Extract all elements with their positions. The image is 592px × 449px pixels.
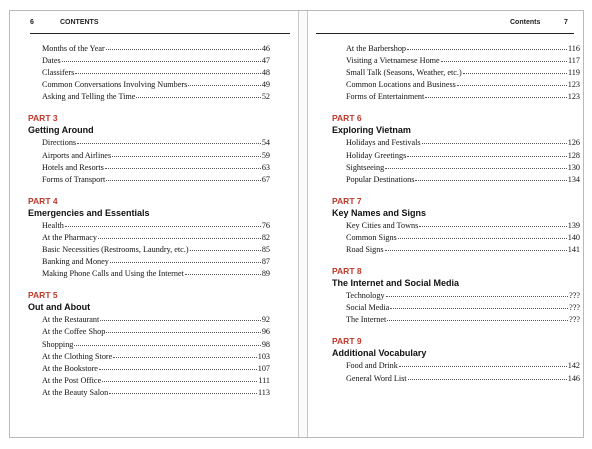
toc-entry <box>42 375 270 387</box>
toc-entry-title: Basic Necessities (Restrooms, Laundry, etc.) <box>42 245 189 255</box>
toc-entry-page: 49 <box>261 80 270 90</box>
toc-entry-page: ??? <box>569 303 580 313</box>
dot-leader <box>99 369 257 370</box>
toc-entry-page: ??? <box>569 291 580 301</box>
toc-entry <box>346 137 580 149</box>
dot-leader <box>425 97 566 98</box>
toc-entry-page: 54 <box>261 138 270 148</box>
toc-entry-page: 89 <box>261 269 270 279</box>
toc-entry-page: 76 <box>261 220 270 230</box>
dot-leader <box>398 238 567 239</box>
toc-part-section <box>332 196 580 256</box>
dot-leader <box>136 97 260 98</box>
dot-leader <box>110 262 261 263</box>
toc-entry <box>42 162 270 174</box>
toc-entry-title: At the Restaurant <box>42 315 100 325</box>
toc-entry <box>346 91 580 103</box>
dot-leader <box>188 85 260 86</box>
dot-leader <box>98 238 261 239</box>
toc-entry-title: Shopping <box>42 339 74 349</box>
toc-entry-page: 140 <box>567 232 580 242</box>
toc-entry-title: At the Beauty Salon <box>42 387 109 397</box>
toc-entry-page: 47 <box>261 56 270 66</box>
toc-entry-title: Directions <box>42 138 77 148</box>
toc-part-section <box>332 336 580 384</box>
toc-entry-page: 52 <box>261 92 270 102</box>
toc-entry-title: At the Bookstore <box>42 363 98 373</box>
toc-entry-page: 128 <box>567 150 580 160</box>
toc-entry-title: Common Signs <box>346 232 397 242</box>
running-header-title: Contents <box>510 19 541 26</box>
toc-entry-page: 92 <box>261 315 270 325</box>
toc-entry-title: At the Post Office <box>42 375 102 385</box>
dot-leader <box>102 381 257 382</box>
toc-entry-title: Health <box>42 220 64 230</box>
toc-entry-title: Months of the Year <box>42 44 105 53</box>
toc-part-section <box>28 290 270 399</box>
toc-entry-title: Small Talk (Seasons, Weather, etc.) <box>346 68 462 78</box>
toc-entry <box>42 232 270 244</box>
dot-leader <box>106 49 261 50</box>
part-label: PART 3 <box>28 113 58 124</box>
toc-entry-page: 141 <box>567 245 580 255</box>
toc-entry <box>42 363 270 375</box>
dot-leader <box>74 345 260 346</box>
toc-entry-page: 85 <box>261 245 270 255</box>
dot-leader <box>422 143 567 144</box>
toc-entry <box>346 150 580 162</box>
page-number: 7 <box>564 19 568 26</box>
dot-leader <box>190 250 261 251</box>
dot-leader <box>441 61 567 62</box>
toc-entry-title: Visiting a Vietnamese Home <box>346 56 440 66</box>
toc-part-section <box>28 196 270 280</box>
toc-entry-page: 119 <box>568 68 580 78</box>
toc-entry-page: 82 <box>261 232 270 242</box>
toc-entry <box>42 55 270 67</box>
toc-entry-page: 116 <box>568 44 580 53</box>
toc-entry <box>346 43 580 55</box>
dot-leader <box>457 85 567 86</box>
toc-entry-title: Banking and Money <box>42 257 109 267</box>
toc-entry-page: 96 <box>261 327 270 337</box>
toc-entry-title: Dates <box>42 56 61 66</box>
dot-leader <box>407 156 566 157</box>
toc-entry-page: 113 <box>258 387 270 397</box>
toc-entry <box>346 174 580 186</box>
toc-entry-title: At the Clothing Store <box>42 351 113 361</box>
dot-leader <box>77 143 261 144</box>
toc-entry-title: Holidays and Festivals <box>346 138 421 148</box>
toc-continued-section <box>332 43 580 103</box>
toc-entry <box>42 244 270 256</box>
dot-leader <box>113 357 256 358</box>
toc-entry-title: Social Media <box>346 303 390 313</box>
toc-part-section <box>332 113 580 185</box>
toc-entry-title: Popular Destinations <box>346 174 415 184</box>
toc-entry-page: 123 <box>567 92 580 102</box>
toc-entry-page: 117 <box>568 56 580 66</box>
toc-entry <box>42 137 270 149</box>
part-title: Additional Vocabulary <box>332 348 427 359</box>
toc-entry-title: Technology <box>346 291 385 301</box>
toc-entry <box>346 290 580 302</box>
dot-leader <box>387 320 568 321</box>
page-number: 6 <box>30 19 34 26</box>
dot-leader <box>463 73 567 74</box>
header-rule <box>30 33 290 34</box>
dot-leader <box>105 168 261 169</box>
toc-entry-page: 146 <box>567 373 580 383</box>
toc-entry-page: 142 <box>567 361 580 371</box>
toc-entry <box>346 67 580 79</box>
part-title: Getting Around <box>28 125 94 136</box>
toc-entry-title: Key Cities and Towns <box>346 220 419 230</box>
part-label: PART 5 <box>28 290 58 301</box>
dot-leader <box>185 274 261 275</box>
toc-entry-page: 67 <box>261 174 270 184</box>
part-label: PART 6 <box>332 113 362 124</box>
toc-entry <box>42 43 270 55</box>
toc-entry <box>42 351 270 363</box>
dot-leader <box>407 49 567 50</box>
book-gutter <box>298 11 308 437</box>
dot-leader <box>106 332 261 333</box>
toc-entry-page: 59 <box>261 150 270 160</box>
toc-entry-title: Sightseeing <box>346 162 385 172</box>
dot-leader <box>408 379 567 380</box>
toc-entry-title: Hotels and Resorts <box>42 162 104 172</box>
dot-leader <box>419 226 566 227</box>
toc-entry-title: Making Phone Calls and Using the Internet <box>42 269 184 279</box>
toc-entry-page: 139 <box>567 220 580 230</box>
dot-leader <box>385 250 567 251</box>
toc-entry <box>346 302 580 314</box>
toc-entry-title: At the Pharmacy <box>42 232 98 242</box>
toc-entry-title: Forms of Entertainment <box>346 92 425 102</box>
toc-entry-title: Road Signs <box>346 245 384 255</box>
toc-entry-page: 107 <box>257 363 270 373</box>
toc-entry-title: Forms of Transport <box>42 174 106 184</box>
part-label: PART 9 <box>332 336 362 347</box>
toc-entry <box>346 314 580 326</box>
running-header-title: CONTENTS <box>60 19 99 26</box>
toc-entry-page: 130 <box>567 162 580 172</box>
toc-entry <box>42 91 270 103</box>
toc-entry <box>346 244 580 256</box>
header-rule <box>316 33 574 34</box>
toc-entry-page: 63 <box>261 162 270 172</box>
dot-leader <box>100 320 261 321</box>
dot-leader <box>415 180 566 181</box>
toc-entry <box>42 326 270 338</box>
toc-entry-page: 98 <box>261 339 270 349</box>
toc-entry <box>42 174 270 186</box>
toc-entry-page: ??? <box>569 315 580 325</box>
dot-leader <box>399 366 567 367</box>
toc-entry-title: Food and Drink <box>346 361 398 371</box>
toc-entry-page: 111 <box>258 375 270 385</box>
toc-entry-page: 103 <box>257 351 270 361</box>
toc-entry <box>346 220 580 232</box>
toc-entry-title: Common Conversations Involving Numbers <box>42 80 188 90</box>
toc-column-right <box>332 43 580 395</box>
dot-leader <box>75 73 261 74</box>
dot-leader <box>386 296 569 297</box>
toc-entry-title: At the Barbershop <box>346 44 407 53</box>
part-title: Out and About <box>28 302 91 313</box>
toc-entry-title: At the Coffee Shop <box>42 327 106 337</box>
dot-leader <box>385 168 567 169</box>
toc-continued-section <box>28 43 270 103</box>
toc-entry <box>346 55 580 67</box>
part-title: The Internet and Social Media <box>332 278 460 289</box>
toc-entry-title: Holiday Greetings <box>346 150 407 160</box>
toc-column-left <box>28 43 270 409</box>
dot-leader <box>62 61 261 62</box>
left-page <box>10 11 298 437</box>
toc-part-section <box>332 266 580 326</box>
dot-leader <box>390 308 568 309</box>
toc-entry-page: 134 <box>567 174 580 184</box>
toc-entry <box>42 314 270 326</box>
toc-entry-title: Asking and Telling the Time <box>42 92 136 102</box>
toc-entry-page: 123 <box>567 80 580 90</box>
toc-entry-page: 126 <box>567 138 580 148</box>
toc-entry <box>42 387 270 399</box>
toc-entry <box>42 339 270 351</box>
toc-entry <box>346 232 580 244</box>
toc-entry <box>346 360 580 372</box>
part-label: PART 4 <box>28 195 58 206</box>
dot-leader <box>106 180 261 181</box>
toc-entry-title: Classifers <box>42 68 75 78</box>
toc-entry <box>346 162 580 174</box>
part-title: Exploring Vietnam <box>332 125 411 136</box>
toc-entry-title: General Word List <box>346 373 407 383</box>
part-label: PART 7 <box>332 195 362 206</box>
toc-entry <box>42 150 270 162</box>
toc-entry-page: 46 <box>261 44 270 53</box>
part-title: Key Names and Signs <box>332 207 427 218</box>
part-title: Emergencies and Essentials <box>28 207 150 218</box>
toc-part-section <box>28 113 270 185</box>
book-spread <box>9 10 584 438</box>
dot-leader <box>109 393 257 394</box>
toc-entry-title: The Internet <box>346 315 387 325</box>
dot-leader <box>112 156 261 157</box>
right-page <box>308 11 585 437</box>
toc-entry <box>346 373 580 385</box>
dot-leader <box>65 226 261 227</box>
toc-entry-title: Common Locations and Business <box>346 80 456 90</box>
toc-entry <box>42 220 270 232</box>
toc-entry <box>42 256 270 268</box>
toc-entry <box>42 67 270 79</box>
toc-entry-title: Airports and Airlines <box>42 150 112 160</box>
part-label: PART 8 <box>332 266 362 277</box>
toc-entry-page: 87 <box>261 257 270 267</box>
toc-entry <box>42 79 270 91</box>
toc-entry <box>42 268 270 280</box>
toc-entry-page: 48 <box>261 68 270 78</box>
toc-entry <box>346 79 580 91</box>
